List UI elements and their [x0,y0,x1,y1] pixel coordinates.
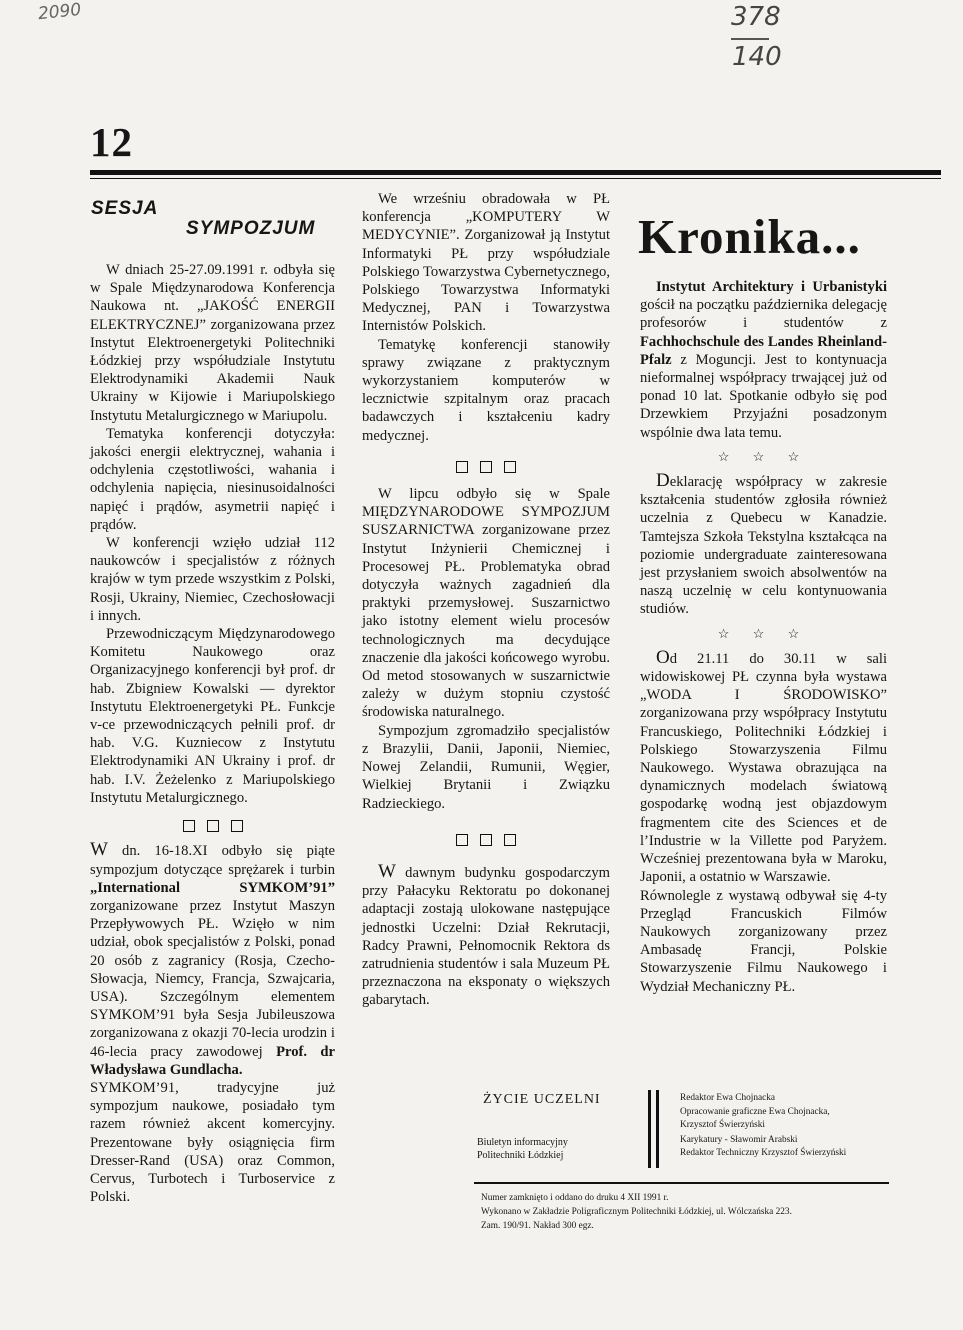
star-separator-icon: ☆ ☆ ☆ [717,448,810,464]
print-info-line: Wykonano w Zakładzie Poligraficznym Politechniki Łódzkiej, ul. Wólczańska 223. [481,1207,792,1217]
text-run: z Moguncji. Jest to kontynuacja nieformalnej współpracy trwającej już od ponad 10 lat. Spotkanie odbyło się pod Drzewkiem Przyjaźni posadzonym wspólnie dwa lata temu. [640,351,887,441]
header-rule-thick [90,170,941,175]
square-ornament-icon [207,820,219,832]
square-ornament-icon [183,820,195,832]
paragraph [640,646,887,887]
publication-name: ŻYCIE UCZELNI [483,1092,601,1107]
text-run: d 21.11 do 30.11 w sali widowiskowej PŁ czynna była wystawa „WODA I ŚRODOWISKO” zorganizowana przy współpracy Instytutu Francuskiego, Politechniki Łódzkiej i Polskiego Stowarzyszenia Filmu Naukowego. Wystawa obrazująca na dynamicznych modelach światową gospodarkę wodną jest objazdowym fragmentem cite des Sciences et de l’Industrie w la Villette pod Paryżem. Wcześniej prezentowana była w Maroku, Japonii, a ostatnio w Warszawie. [640,650,887,886]
header-rule-thin [90,178,941,179]
text-run: eklarację współpracy w zakresie kształcenia studentów zgłosiła również uczelnia z Quebecu w Kanadzie. Tamtejsza Szkoła Tekstylna kształcąca na poziomie undergraduate zainteresowana jest przysłaniem swoich absolwentów na naszą uczelnię w celu kontynuowania studiów. [640,474,887,618]
paragraph: Tematykę konferencji stanowiły sprawy związane z praktycznym wykorzystaniem komputerów w lecznictwie szpitalnym oraz pracach badawczych i kształceniu kadry medycznej. [362,336,610,444]
drop-initial: O [656,646,670,668]
section-heading-sesja: SESJA [91,198,159,219]
square-ornament-icon [231,820,243,832]
paragraph [640,278,887,442]
paragraph: W konferencji wzięło udział 112 naukowców i specjalistów z różnych krajów w tym przede wszystkim z Polski, Rosji, Ukrainy, Niemiec, Czechosłowacji i innych. [90,535,335,624]
publication-subtitle: Politechniki Łódzkiej [477,1150,564,1161]
paragraph: Sympozjum zgromadziło specjalistów z Brazylii, Danii, Japonii, Niemiec, Nowej Zelandii, Rumunii, Węgier, Wielkiej Brytanii i Związku Radzieckiego. [362,722,610,812]
colophon-rule [474,1182,889,1184]
colophon-divider [656,1090,659,1168]
square-ornament-icon [504,834,516,846]
credit-line: Redaktor Techniczny Krzysztof Świerzyński [680,1148,847,1158]
print-info-line: Zam. 190/91. Nakład 300 egz. [481,1221,594,1231]
paragraph [640,472,887,619]
credit-line: Redaktor Ewa Chojnacka [680,1093,776,1103]
paragraph [362,860,610,1010]
section-separator [90,816,335,834]
kronika-column-right [640,278,887,996]
bold-run: Instytut Architektury i Urbanistyki [656,279,887,295]
bold-run: Fachhochschule des Landes Rheinland-Pfalz [640,333,887,368]
text-run: dn. 16-18.XI odbyło się piąte sympozjum dotyczące sprężarek i turbin [90,843,335,878]
article-column-left [90,261,335,1206]
paragraph: W lipcu odbyło się w Spale MIĘDZYNARODOWE SYMPOZJUM SUSZARNICTWA zorganizowane przez Instytut Inżynierii Chemicznej i Procesowej PŁ. Problematyka obrad dotyczyła ważnych zagadnień dla praktyki przemysłowej. Suszarnictwo jako istotny element wielu procesów technologicznych ma decydujące znaczenie dla jakości końcowego wyrobu. Od metod stosowanych w suszarnictwie zależy w dużym stopniu czystość środowiska naturalnego. [362,486,610,721]
drop-initial: W [378,860,396,882]
handwritten-fraction-line [731,38,769,40]
credit-line: Opracowanie graficzne Ewa Chojnacka, [680,1107,830,1117]
credit-line: Karykatury - Sławomir Arabski [680,1135,798,1145]
drop-initial: D [656,470,670,492]
page-number: 12 [90,119,133,165]
section-separator [362,457,610,475]
text-run: gościł na początku października delegację profesorów i studentów z [640,297,887,332]
paragraph [90,841,335,1079]
kronika-title: Kronika... [638,209,861,264]
bold-run: Prof. dr Władysława Gundlacha. [90,1043,335,1078]
paragraph: Równolegle z wystawą odbywał się 4-ty Przegląd Francuskich Filmów Naukowych zorganizowany przez Ambasadę Francji, Polskie Stowarzyszenie Filmu Naukowego i Wydział Mechaniczny PŁ. [640,887,887,995]
square-ornament-icon [480,834,492,846]
paragraph: We wrześniu obradowała w PŁ konferencja „KOMPUTERY W MEDYCYNIE”. Zorganizował ją Instytut Informatyki PŁ przy współudziale Polskiego Towarzystwa Cybernetycznego, Polskiego Towarzystwa Informatyki Medycznej, PAN i Towarzystwa Internistów Polskich. [362,191,610,335]
article-column-middle [362,190,610,1010]
square-ornament-icon [504,461,516,473]
star-separator-icon: ☆ ☆ ☆ [717,625,810,641]
colophon-divider [648,1090,651,1168]
print-info-line: Numer zamknięto i oddano do druku 4 XII 1991 r. [481,1193,669,1203]
paragraph: SYMKOM’91, tradycyjne już sympozjum naukowe, posiadało tym razem również akcent komercyjny. Prezentowane były osiągnięcia firm Dresser-Rand (USA) oraz Common, Cervus, Turbotech i Turboservice z Polski. [90,1079,335,1206]
credit-line: Krzysztof Świerzyński [680,1120,765,1130]
paragraph: Tematyka konferencji dotyczyła: jakości energii elektrycznej, wahania i odchylenia częstotliwości, wahania i odchylenia napięcia, niesinusoidalności napięć i prądów, asymetrii napięć i prądów. [90,425,335,533]
handwritten-note-top-left: 2090 [37,0,83,25]
square-ornament-icon [456,461,468,473]
drop-initial: W [90,839,108,861]
paragraph: W dniach 25-27.09.1991 r. odbyła się w Spale Międzynarodowa Konferencja Naukowa nt. „JAKOŚĆ ENERGII ELEKTRYCZNEJ” zorganizowana przez Instytut Elektroenergetyki Politechniki Łódzkiej przy współudziale Instytutu Elektrodynamiki Akademii Nauk Ukrainy w Kijowie i Mariupolskiego Instytutu Metalurgicznego w Mariupolu. [90,262,335,424]
bold-run: „International SYMKOM’91” [90,879,335,896]
publication-subtitle: Biuletyn informacyjny [477,1137,568,1148]
paragraph: Przewodniczącym Międzynarodowego Komitetu Naukowego oraz Organizacyjnego konferencji był prof. dr hab. Zbigniew Kowalski — dyrektor Instytutu Elektroenergetyki PŁ. Funkcje v-ce przewodniczących pełnili prof. dr hab. V.G. Kuzniecow z Instytutu Elektrodynamiki AN Ukrainy i prof. dr hab. I.V. Żeżelenko z Mariupolskiego Instytutu Metalurgicznego. [90,626,335,806]
handwritten-number-top-right: 378 [731,2,781,32]
square-ornament-icon [480,461,492,473]
text-run: dawnym budynku gospodarczym przy Pałacyku Rektoratu po dokonanej adaptacji zostają ulokowane następujące jednostki Uczelni: Dział Rekrutacji, Radcy Prawni, Pełnomocnik Rektora ds zatrudnienia studentów i sala Muzeum PŁ przeznaczona na eksponaty o większych gabarytach. [362,864,610,1009]
square-ornament-icon [456,834,468,846]
section-separator [362,831,610,849]
section-heading-sympozjum: SYMPOZJUM [186,218,316,239]
handwritten-number-top-right-lower: 140 [732,42,782,72]
text-run: zorganizowane przez Instytut Maszyn Przepływowych PŁ. Wzięło w nim udział, obok specjalistów z Polski, ponad 20 osób z zagranicy (Rosja, Czecho-Słowacja, Niemcy, Francja, Szwajcaria, USA). Szczególnym elementem SYMKOM’91 była Sesja Jubileuszowa zorganizowana z okazji 70-lecia urodzin i 46-lecia pracy zawodowej [90,897,335,1060]
